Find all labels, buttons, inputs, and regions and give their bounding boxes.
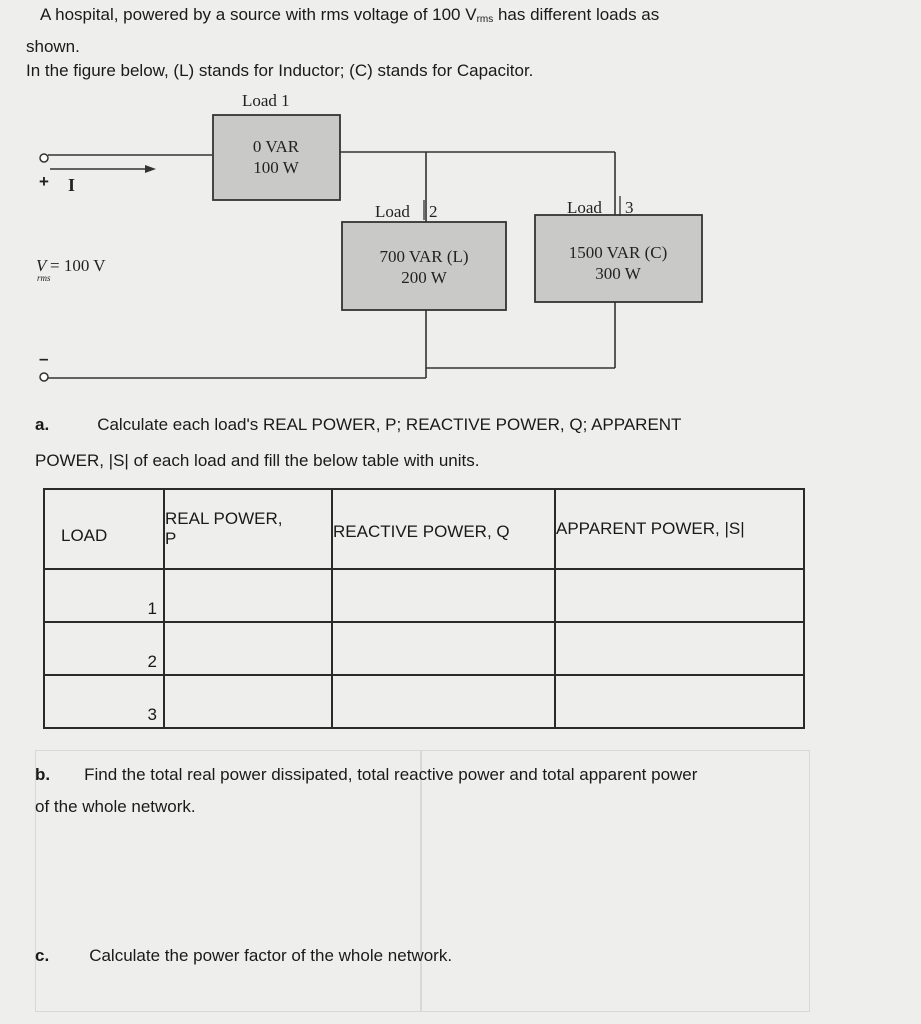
load2-w: 200 W [401,268,447,287]
question-a-line-1: a. Calculate each load's REAL POWER, P; REACTIVE POWER, Q; APPARENT [35,415,682,434]
current-label: I [68,175,76,195]
intro-line-2: shown. [26,37,80,56]
load2-var: 700 VAR (L) [379,247,469,266]
plus-sign: + [39,172,49,191]
header-reactive-power: REACTIVE POWER, Q [332,489,555,569]
load3-w: 300 W [595,264,641,283]
terminal-bottom [40,373,48,381]
header-apparent-power: APPARENT POWER, |S| [555,489,804,569]
vrms-subscript: rms [37,273,51,283]
load1-w: 100 W [253,158,299,177]
table-row [44,675,804,728]
question-a-line-2: POWER, |S| of each load and fill the below table with units. [35,451,480,470]
load2-box [342,222,506,310]
answer-area-right[interactable] [420,750,810,1012]
load2-number: 2 [429,202,438,221]
load3-number: 3 [625,198,634,217]
table-header-row [44,489,804,569]
cell-apparent-power[interactable] [555,569,804,622]
row-load-number: 1 [44,569,164,622]
answer-area-left[interactable] [35,750,422,1012]
intro-line-1: A hospital, powered by a source with rms voltage of 100 $V_{rms}$ has different loads as [40,5,660,25]
load3-var: 1500 VAR (C) [568,243,668,262]
load1-var: 0 VAR [252,137,300,156]
minus-sign: – [39,349,49,368]
circuit-diagram [0,85,921,395]
current-arrow-head [145,165,156,173]
question-c: c. Calculate the power factor of the whole network. [35,946,453,965]
row-load-number: 2 [44,622,164,675]
question-b-line-2: of the whole network. [35,797,196,816]
load2-title: Load [375,202,410,221]
cell-reactive-power[interactable] [332,675,555,728]
terminal-top [40,154,48,162]
table-row [44,622,804,675]
vrms-symbol: V [36,256,47,275]
header-real-power: REAL POWER, P [164,489,332,569]
cell-apparent-power[interactable] [555,675,804,728]
cell-apparent-power[interactable] [555,622,804,675]
power-table [43,488,805,729]
cell-reactive-power[interactable] [332,569,555,622]
cell-real-power[interactable] [164,569,332,622]
question-b-line-1: b. Find the total real power dissipated, total reactive power and total apparent power [35,765,698,784]
intro-line-3: In the figure below, (L) stands for Inductor; (C) stands for Capacitor. [26,61,534,80]
cell-reactive-power[interactable] [332,622,555,675]
row-load-number: 3 [44,675,164,728]
table-row [44,569,804,622]
header-load: LOAD [44,489,164,569]
load1-title: Load 1 [242,91,290,110]
load3-title: Load [567,198,602,217]
cell-real-power[interactable] [164,675,332,728]
vrms-value: = 100 V [50,256,106,275]
cell-real-power[interactable] [164,622,332,675]
